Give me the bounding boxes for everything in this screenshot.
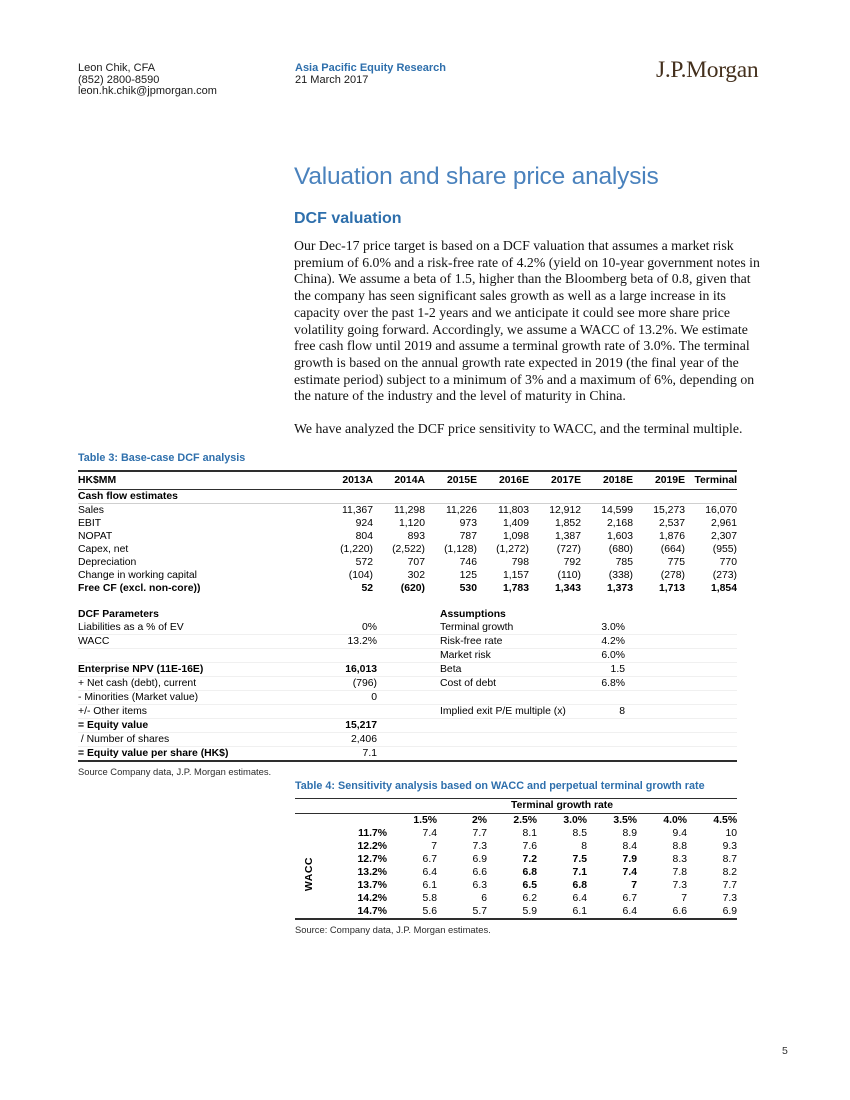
- assumption-value: 8: [580, 705, 625, 719]
- cell-value: 11,298: [393, 505, 425, 516]
- cell-value: 746: [459, 557, 477, 568]
- cell-value: 1,387: [554, 531, 581, 542]
- table4-caption: Table 4: Sensitivity analysis based on WACC and perpetual terminal growth rate: [295, 780, 705, 792]
- table3-caption: Table 3: Base-case DCF analysis: [78, 452, 246, 464]
- cell-value: 1,713: [658, 583, 685, 594]
- spacer: [377, 635, 440, 649]
- table3-year-header: 2015E: [425, 471, 477, 490]
- table4-col-group-label: Terminal growth rate: [387, 799, 737, 814]
- assumption-value: 1.5: [580, 663, 625, 677]
- page-number: 5: [782, 1045, 788, 1057]
- cell-value: 9.4: [672, 828, 687, 839]
- table-row: [78, 582, 737, 595]
- author-block: [78, 63, 217, 98]
- param-value: [321, 608, 377, 621]
- cell-value: 11,367: [341, 505, 373, 516]
- cell-value: 6.4: [622, 906, 637, 917]
- author-email: leon.hk.chik@jpmorgan.com: [78, 85, 217, 98]
- wacc-row-label: 14.2%: [357, 893, 387, 904]
- filler: [625, 649, 737, 663]
- cell-value: 7.3: [672, 880, 687, 891]
- cell-value: 6.6: [672, 906, 687, 917]
- cell-value: 1,852: [554, 518, 581, 529]
- table4-col-header: 3.0%: [563, 815, 587, 826]
- table3-parameters: [78, 608, 737, 762]
- table4-col-header: 3.5%: [613, 815, 637, 826]
- cell-value: 6.4: [572, 893, 587, 904]
- cell-value: 2,307: [710, 531, 737, 542]
- table3-cashflow: [78, 470, 737, 595]
- cell-value: 8.8: [672, 841, 687, 852]
- table4-sensitivity: [295, 798, 737, 920]
- assumption-label: [440, 733, 580, 747]
- table-row: [295, 840, 737, 853]
- cell-value: (1,128): [444, 544, 477, 555]
- cell-value: 8.4: [622, 841, 637, 852]
- cell-value: (1,272): [496, 544, 529, 555]
- wacc-row-label: 13.7%: [357, 880, 387, 891]
- table4-col-header: 4.0%: [663, 815, 687, 826]
- spacer: [377, 691, 440, 705]
- wacc-row-label: 12.7%: [357, 854, 387, 865]
- filler: [625, 677, 737, 691]
- cell-value: 798: [511, 557, 529, 568]
- param-value: 2,406: [321, 733, 377, 747]
- cell-value: (1,220): [340, 544, 373, 555]
- table-row: [78, 719, 737, 733]
- cell-value: 707: [407, 557, 425, 568]
- table-row: [295, 879, 737, 892]
- table-row: [295, 905, 737, 919]
- main-column: [294, 163, 768, 438]
- assumption-label: Terminal growth: [440, 621, 580, 635]
- param-value: [321, 649, 377, 663]
- assumption-value: [580, 691, 625, 705]
- table4-header-spacer: [295, 814, 387, 828]
- param-value: (796): [321, 677, 377, 691]
- report-date: 21 March 2017: [295, 73, 369, 86]
- cell-value: 6.2: [522, 893, 537, 904]
- wacc-row-label: 12.2%: [357, 841, 387, 852]
- table-row: [78, 747, 737, 762]
- cell-value: 1,783: [502, 583, 529, 594]
- cell-value: 8.3: [672, 854, 687, 865]
- cell-value: 11,803: [497, 505, 529, 516]
- cell-value: 7.3: [722, 893, 738, 904]
- cell-value: 2,537: [658, 518, 685, 529]
- cell-value: 6: [481, 893, 487, 904]
- dcf-paragraph: Our Dec-17 price target is based on a DCF valuation that assumes a market risk premium of 6.0% and a risk-free rate of 4.2% (yield on 10-year government notes in China). We assume a beta of 1.5, higher than the Bloomberg beta of 0.8, given that the company has seen significant sales growth as well as a large increase in its capacity over the past 1-2 years and we anticipate it could see more share price volatility going forward. Accordingly, we assume a WACC of 13.2%. We estimate free cash flow until 2019 and assume a terminal growth rate of 3.0%. The terminal growth is based on the annual growth rate expected in 2019 (the final year of the estimate period) subject to a minimum of 3% and a maximum of 6%, depending on the nature of the industry and the level of maturity in China.: [294, 238, 760, 404]
- spacer: [377, 719, 440, 733]
- assumption-label: Assumptions: [440, 609, 506, 620]
- table-row: [78, 517, 737, 530]
- table3-header-row: [78, 471, 737, 490]
- cell-value: 6.6: [472, 867, 487, 878]
- filler: [625, 608, 737, 621]
- cell-value: 6.7: [622, 893, 637, 904]
- assumption-value: 3.0%: [580, 621, 625, 635]
- cell-value: 6.4: [422, 867, 437, 878]
- cell-value: 7.3: [472, 841, 487, 852]
- table-row: [78, 543, 737, 556]
- cell-value: 7.8: [672, 867, 687, 878]
- research-division: Asia Pacific Equity Research: [295, 62, 447, 74]
- cell-value: 787: [459, 531, 477, 542]
- author-name: Leon Chik, CFA: [78, 62, 156, 74]
- table-row: [78, 569, 737, 582]
- table-row: [78, 733, 737, 747]
- cell-value: 1,854: [710, 583, 737, 594]
- cell-value: 1,603: [606, 531, 633, 542]
- table-row: [78, 530, 737, 543]
- table4-group-header-spacer: [295, 799, 387, 814]
- param-value: 0%: [321, 621, 377, 635]
- cell-value: 5.8: [422, 893, 437, 904]
- table3-section-row: [78, 490, 737, 504]
- cell-value: 11,226: [445, 505, 477, 516]
- filler: [625, 733, 737, 747]
- param-label: Enterprise NPV (11E-16E): [78, 663, 321, 677]
- cell-value: 7.6: [522, 841, 537, 852]
- assumption-label: Cost of debt: [440, 677, 580, 691]
- table-row: [78, 608, 737, 621]
- cell-value: 6.7: [422, 854, 437, 865]
- jpmorgan-logo: J.P.Morgan: [656, 57, 759, 83]
- cell-value: 5.6: [422, 906, 437, 917]
- table4-header-row: [295, 814, 737, 828]
- spacer: [377, 733, 440, 747]
- wacc-row-label: 14.7%: [357, 906, 387, 917]
- spacer: [377, 663, 440, 677]
- table-row: [295, 853, 737, 866]
- param-label: / Number of shares: [78, 733, 321, 747]
- spacer: [377, 705, 440, 719]
- param-value: 13.2%: [321, 635, 377, 649]
- spacer: [377, 677, 440, 691]
- param-label: + Net cash (debt), current: [78, 677, 321, 691]
- table-row: [295, 892, 737, 905]
- assumption-label: Implied exit P/E multiple (x): [440, 705, 580, 719]
- table-row: [295, 866, 737, 879]
- param-label: = Equity value: [78, 719, 321, 733]
- assumption-value: [580, 733, 625, 747]
- cell-value: 7.4: [622, 867, 637, 878]
- spacer: [377, 608, 440, 621]
- cell-value: 6.3: [472, 880, 487, 891]
- cell-value: 792: [563, 557, 581, 568]
- assumption-value: [580, 747, 625, 762]
- cell-value: 6.8: [572, 880, 587, 891]
- cell-value: (2,522): [392, 544, 425, 555]
- assumption-label: Risk-free rate: [440, 635, 580, 649]
- cell-value: 572: [355, 557, 373, 568]
- cell-value: 8.5: [572, 828, 587, 839]
- cell-value: 530: [459, 583, 477, 594]
- cell-value: 8.7: [722, 854, 738, 865]
- filler: [625, 719, 737, 733]
- wacc-row-label: 11.7%: [358, 828, 387, 839]
- table4-source: Source: Company data, J.P. Morgan estimates.: [295, 924, 491, 935]
- cell-value: 2,168: [606, 518, 633, 529]
- cell-value: 302: [407, 570, 425, 581]
- table3-year-header: 2018E: [581, 471, 633, 490]
- assumption-label: [440, 719, 580, 733]
- cell-value: 52: [361, 583, 373, 594]
- cell-value: 6.1: [422, 880, 437, 891]
- cell-value: 8.9: [622, 828, 637, 839]
- filler: [625, 747, 737, 762]
- cell-value: 5.9: [522, 906, 537, 917]
- param-label: = Equity value per share (HK$): [78, 748, 229, 759]
- table-row: [78, 663, 737, 677]
- assumption-label: Market risk: [440, 649, 580, 663]
- table3-section-label: Cash flow estimates: [78, 490, 737, 504]
- param-value: [321, 705, 377, 719]
- assumption-value: 4.2%: [580, 635, 625, 649]
- table4-col-header: 4.5%: [713, 815, 738, 826]
- cell-value: 7.5: [572, 854, 587, 865]
- spacer: [377, 649, 440, 663]
- assumption-value: 6.8%: [580, 677, 625, 691]
- cell-value: (338): [608, 570, 633, 581]
- cell-value: 6.5: [522, 880, 537, 891]
- cell-value: 775: [667, 557, 685, 568]
- page-title: Valuation and share price analysis: [294, 163, 659, 190]
- table-row: [78, 649, 737, 663]
- table-row: [78, 691, 737, 705]
- filler: [625, 621, 737, 635]
- param-label: [78, 649, 321, 663]
- cell-value: 1,343: [554, 583, 581, 594]
- param-value: 7.1: [362, 748, 377, 759]
- row-label: Sales: [78, 505, 104, 516]
- row-label: Capex, net: [78, 544, 129, 555]
- cell-value: 6.1: [572, 906, 587, 917]
- table3-year-header: 2016E: [477, 471, 529, 490]
- cell-value: 7.7: [472, 828, 487, 839]
- cell-value: 8: [581, 841, 587, 852]
- cell-value: 5.7: [472, 906, 487, 917]
- cell-value: 1,157: [502, 570, 529, 581]
- row-label: Depreciation: [78, 557, 137, 568]
- param-label: Liabilities as a % of EV: [78, 621, 321, 635]
- cell-value: 7: [431, 841, 437, 852]
- cell-value: 8.2: [722, 867, 738, 878]
- table-row: [78, 635, 737, 649]
- section-heading-dcf-valuation: DCF valuation: [294, 210, 402, 227]
- cell-value: 1,876: [658, 531, 685, 542]
- table4-group-header-row: [295, 799, 737, 814]
- cell-value: 1,373: [606, 583, 633, 594]
- cell-value: 973: [459, 518, 477, 529]
- cell-value: (273): [712, 570, 737, 581]
- cell-value: 1,120: [398, 518, 425, 529]
- table3-year-header: 2017E: [529, 471, 581, 490]
- table-row: [78, 705, 737, 719]
- cell-value: 7.9: [622, 854, 637, 865]
- table-row: [78, 504, 737, 518]
- cell-value: 770: [719, 557, 737, 568]
- table4-col-header: 2.5%: [513, 815, 537, 826]
- cell-value: 924: [355, 518, 373, 529]
- table3-unit-header: HK$MM: [78, 471, 321, 490]
- filler: [625, 705, 737, 719]
- wacc-row-label: 13.2%: [357, 867, 387, 878]
- assumption-value: [580, 608, 625, 621]
- table4-col-header: 2%: [471, 815, 487, 826]
- cell-value: 7.4: [422, 828, 437, 839]
- cell-value: 6.9: [472, 854, 487, 865]
- table4-container: [295, 780, 737, 935]
- cell-value: 2,961: [710, 518, 737, 529]
- cell-value: 6.8: [522, 867, 537, 878]
- assumption-label: [440, 747, 580, 762]
- param-value: 16,013: [321, 663, 377, 677]
- row-label: NOPAT: [78, 531, 113, 542]
- assumption-label: [440, 691, 580, 705]
- param-label: DCF Parameters: [78, 609, 159, 620]
- cell-value: (680): [608, 544, 633, 555]
- cell-value: 15,273: [653, 505, 685, 516]
- cell-value: (727): [556, 544, 581, 555]
- table4-col-header: 1.5%: [413, 815, 437, 826]
- table-row: [295, 827, 737, 840]
- cell-value: 12,912: [549, 505, 581, 516]
- assumption-value: [580, 719, 625, 733]
- cell-value: (110): [557, 570, 581, 581]
- cell-value: 7: [681, 893, 687, 904]
- cell-value: 16,070: [705, 505, 737, 516]
- spacer: [377, 747, 440, 762]
- param-label: +/- Other items: [78, 705, 321, 719]
- param-value: 0: [321, 691, 377, 705]
- cell-value: (104): [348, 570, 373, 581]
- row-label: Change in working capital: [78, 570, 197, 581]
- cell-value: 14,599: [601, 505, 633, 516]
- param-value: 15,217: [321, 719, 377, 733]
- filler: [625, 663, 737, 677]
- cell-value: 8.1: [522, 828, 537, 839]
- cell-value: 7: [631, 880, 637, 891]
- cell-value: 1,409: [502, 518, 529, 529]
- cell-value: 10: [725, 828, 738, 839]
- assumption-label: Beta: [440, 663, 580, 677]
- cell-value: (664): [660, 544, 685, 555]
- author-phone: (852) 2800-8590: [78, 73, 160, 86]
- cell-value: 1,098: [502, 531, 529, 542]
- assumption-value: 6.0%: [580, 649, 625, 663]
- cell-value: 9.3: [722, 841, 738, 852]
- table4-row-group-label: WACC: [303, 856, 315, 892]
- table3-year-header: Terminal: [685, 471, 737, 490]
- table3-year-header: 2013A: [321, 471, 373, 490]
- row-label: Free CF (excl. non-core)): [78, 583, 201, 594]
- cell-value: (955): [712, 544, 737, 555]
- research-block: [295, 63, 446, 86]
- filler: [625, 635, 737, 649]
- table3-year-header: 2014A: [373, 471, 425, 490]
- table3-year-header: 2019E: [633, 471, 685, 490]
- cell-value: 7.7: [722, 880, 738, 891]
- cell-value: 6.9: [722, 906, 738, 917]
- param-label: - Minorities (Market value): [78, 691, 321, 705]
- table-row: [78, 556, 737, 569]
- filler: [625, 691, 737, 705]
- cell-value: (620): [400, 583, 425, 594]
- cell-value: 7.1: [572, 867, 587, 878]
- param-label: WACC: [78, 635, 321, 649]
- cell-value: 893: [407, 531, 425, 542]
- spacer: [377, 621, 440, 635]
- cell-value: (278): [660, 570, 685, 581]
- table3-source: Source Company data, J.P. Morgan estimates.: [78, 766, 272, 777]
- table-row: [78, 677, 737, 691]
- cell-value: 785: [615, 557, 633, 568]
- cell-value: 7.2: [522, 854, 537, 865]
- cell-value: 804: [355, 531, 373, 542]
- cell-value: 125: [459, 570, 477, 581]
- table-row: [78, 621, 737, 635]
- table3-container: [78, 452, 737, 777]
- row-label: EBIT: [78, 518, 102, 529]
- sensitivity-paragraph: We have analyzed the DCF price sensitivity to WACC, and the terminal multiple.: [294, 421, 743, 437]
